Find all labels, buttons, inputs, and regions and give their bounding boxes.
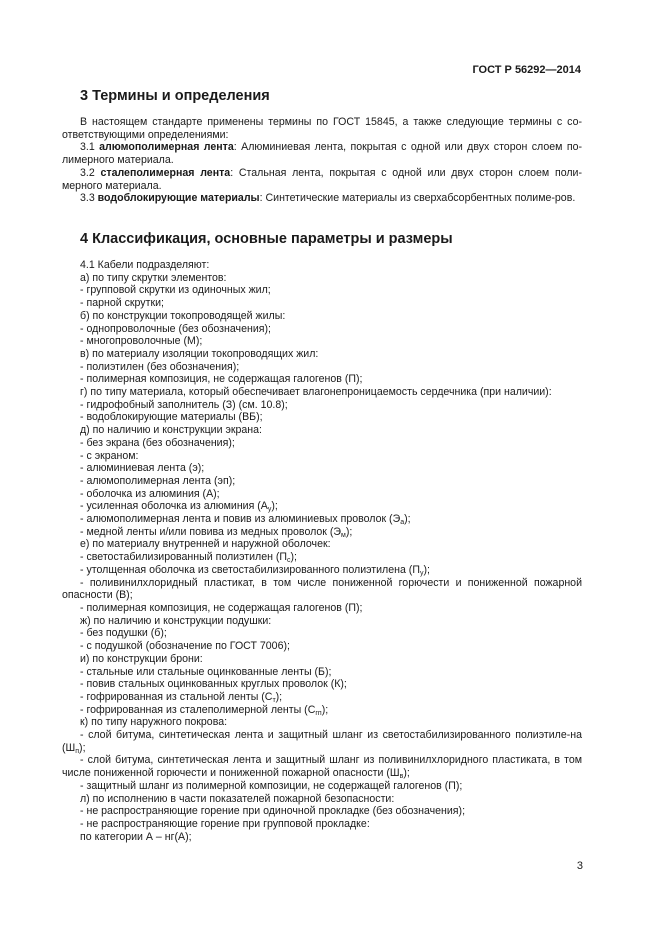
list-item <box>62 818 582 831</box>
section-3-body <box>62 116 582 205</box>
list-item <box>62 538 582 551</box>
subscript: с <box>287 557 291 565</box>
list-item <box>62 500 582 513</box>
list-item-text: - алюмополимерная лента и повив из алюминиевых проволок (Э <box>80 513 401 526</box>
list-item <box>62 411 582 424</box>
list-item-tail: ); <box>290 551 298 564</box>
list-item-tail: ); <box>404 513 411 526</box>
page-number: 3 <box>576 860 583 872</box>
list-item <box>62 259 582 272</box>
list-item-text: - слой битума, синтетическая лента и защитный шланг из поливинилхлоридного пластиката, в том числе пониженной горючести и пониженной пожарной опасности (Ш <box>62 754 582 780</box>
list-item-text: - групповой скрутки из одиночных жил; <box>80 284 271 297</box>
list-item <box>62 424 582 437</box>
list-item-text: в) по материалу изоляции токопроводящих жил: <box>80 347 319 360</box>
list-item <box>62 323 582 336</box>
term-name: водоблокирующие материалы <box>97 192 260 205</box>
list-item-text: - полимерная композиция, не содержащая галогенов (П); <box>80 373 363 386</box>
list-item <box>62 284 582 297</box>
list-item-text: - полимерная композиция, не содержащая галогенов (П); <box>80 601 363 614</box>
list-item <box>62 450 582 463</box>
list-item-tail: ); <box>423 563 430 576</box>
list-item-text: - не распространяющие горение при групповой прокладке: <box>80 817 370 830</box>
term-name: сталеполимерная лента <box>100 166 231 179</box>
list-item <box>62 564 582 577</box>
subscript: м <box>341 531 346 539</box>
term-number: 3.2 <box>80 166 101 179</box>
list-item-tail: ); <box>271 500 278 513</box>
list-item <box>62 386 582 399</box>
list-item-text: - не распространяющие горение при одиночной прокладке (без обозначения); <box>80 805 466 818</box>
list-item <box>62 678 582 691</box>
term-number: 3.3 <box>80 192 98 205</box>
list-item <box>62 513 582 526</box>
section-3-title: 3 Термины и определения <box>80 88 270 104</box>
list-item-text: - светостабилизированный полиэтилен (П <box>80 551 288 564</box>
list-item-text: 4.1 Кабели подразделяют: <box>80 259 210 271</box>
list-item-text: б) по конструкции токопроводящей жилы: <box>80 309 286 322</box>
list-item-text: и) по конструкции брони: <box>80 652 203 665</box>
list-item-text: ж) по наличию и конструкции подушки: <box>80 614 272 627</box>
list-item-text: - медной ленты и/или повива из медных проволок (Э <box>80 525 342 538</box>
list-item <box>62 805 582 818</box>
list-item <box>62 526 582 539</box>
list-item-text: - усиленная оболочка из алюминия (А <box>80 500 268 513</box>
list-item <box>62 831 582 844</box>
list-item-text: - парной скрутки; <box>80 297 164 310</box>
list-item <box>62 704 582 717</box>
list-item <box>62 666 582 679</box>
list-item <box>62 475 582 488</box>
list-item-text: - оболочка из алюминия (А); <box>80 487 220 500</box>
list-item-tail: ); <box>403 767 410 780</box>
list-item <box>62 577 582 602</box>
list-item <box>62 437 582 450</box>
subscript: п <box>75 747 80 755</box>
term-text: : Алюминиевая лента, покрытая с одной или двух сторон слоем по-лимерного материала. <box>62 141 582 167</box>
list-item-tail: ); <box>345 525 353 538</box>
list-item-text: л) по исполнению в части показателей пожарной безопасности: <box>80 792 395 805</box>
subscript: а <box>400 519 405 527</box>
section-3-intro: В настоящем стандарте применены термины по ГОСТ 15845, а также следующие термины с со-ответствующими определениями: <box>62 116 582 141</box>
list-item <box>62 272 582 285</box>
list-item <box>62 640 582 653</box>
list-item-text: г) по типу материала, который обеспечивает влагонепроницаемость сердечника (при наличии): <box>80 386 552 399</box>
list-item <box>62 627 582 640</box>
list-item-text: - с экраном: <box>80 449 139 462</box>
list-item-text: - водоблокирующие материалы (ВБ); <box>80 411 263 424</box>
subscript: в <box>399 773 404 781</box>
term-text: : Синтетические материалы из сверхабсорбентных полиме-ров. <box>259 192 576 205</box>
list-item-text: - утолщенная оболочка из светостабилизированного полиэтилена (П <box>80 563 420 576</box>
subscript: у <box>419 569 424 577</box>
list-item-text: - многопроволочные (М); <box>80 335 203 348</box>
list-item <box>62 399 582 412</box>
list-item-text: - гофрированная из сталеполимерной ленты (С <box>80 703 316 716</box>
term-definition <box>62 192 582 205</box>
list-item <box>62 780 582 793</box>
list-item <box>62 297 582 310</box>
list-item <box>62 335 582 348</box>
list-item <box>62 488 582 501</box>
list-item <box>62 373 582 386</box>
subscript: у <box>267 506 272 514</box>
document-id: ГОСТ Р 56292—2014 <box>472 64 581 76</box>
list-item <box>62 462 582 475</box>
term-text: : Стальная лента, покрытая с одной или двух сторон слоем поли-мерного материала. <box>62 166 582 192</box>
subscript: гп <box>315 709 322 717</box>
list-item <box>62 716 582 729</box>
list-item-text: - полиэтилен (без обозначения); <box>80 360 240 373</box>
list-item-text: - стальные или стальные оцинкованные ленты (Б); <box>80 665 332 678</box>
list-item <box>62 691 582 704</box>
list-item <box>62 348 582 361</box>
list-item <box>62 729 582 754</box>
list-item-text: - защитный шланг из полимерной композиции, не содержащей галогенов (П); <box>80 779 463 792</box>
term-number: 3.1 <box>80 141 100 154</box>
list-item <box>62 793 582 806</box>
list-item-text: - гофрированная из стальной ленты (С <box>80 690 273 703</box>
list-item-text: - поливинилхлоридный пластикат, в том числе пониженной горючести и пониженной пожарной опасности (В); <box>62 576 582 602</box>
subscript: т <box>272 696 276 704</box>
list-item-text: е) по материалу внутренней и наружной оболочек: <box>80 538 331 551</box>
list-item-text: - алюминиевая лента (э); <box>80 462 205 475</box>
list-item <box>62 653 582 666</box>
list-item-text: а) по типу скрутки элементов: <box>80 271 227 284</box>
list-item <box>62 754 582 779</box>
list-item-text: к) по типу наружного покрова: <box>80 716 228 729</box>
list-item-text: - с подушкой (обозначение по ГОСТ 7006); <box>80 640 290 653</box>
list-item-text: - гидрофобный заполнитель (З) (см. 10.8); <box>80 398 288 411</box>
terms-list <box>62 141 582 205</box>
list-item-text: - повив стальных оцинкованных круглых проволок (К); <box>80 678 347 691</box>
list-item-tail: ); <box>79 741 86 754</box>
list-item-text: - однопроволочные (без обозначения); <box>80 322 271 335</box>
section-4-body <box>62 259 582 843</box>
list-item-text: д) по наличию и конструкции экрана: <box>80 424 262 437</box>
list-item-text: по категории А – нг(А); <box>80 830 192 843</box>
term-definition <box>62 141 582 166</box>
list-item-tail: ); <box>321 703 329 716</box>
term-name: алюмополимерная лента <box>99 141 234 154</box>
list-item <box>62 602 582 615</box>
list-item <box>62 615 582 628</box>
list-item <box>62 310 582 323</box>
list-item <box>62 551 582 564</box>
term-definition <box>62 167 582 192</box>
list-item <box>62 361 582 374</box>
list-item-text: - без экрана (без обозначения); <box>80 436 235 449</box>
list-item-text: - без подушки (б); <box>80 627 167 640</box>
list-item-tail: ); <box>275 690 283 703</box>
section-4-title: 4 Классификация, основные параметры и размеры <box>80 231 453 247</box>
list-item-text: - алюмополимерная лента (эп); <box>80 474 236 487</box>
list-item-text: - слой битума, синтетическая лента и защитный шланг из светостабилизированного полиэтиле-на (Ш <box>62 729 582 754</box>
